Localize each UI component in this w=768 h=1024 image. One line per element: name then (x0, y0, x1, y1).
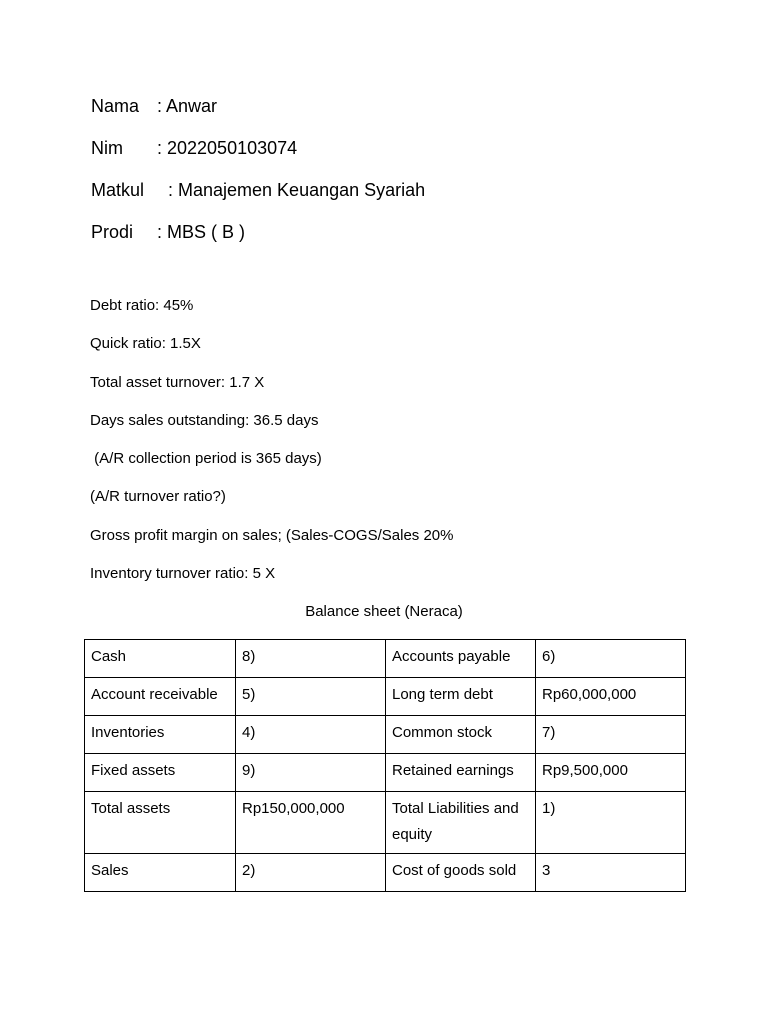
table-cell: Common stock (386, 716, 536, 754)
ratio-ar-turnover: (A/R turnover ratio?) (90, 488, 226, 506)
ratio-inventory-turnover: Inventory turnover ratio: 5 X (90, 565, 276, 583)
table-cell: Cash (85, 640, 236, 678)
matkul-label: Matkul (91, 180, 145, 200)
table-row (85, 640, 686, 678)
table-row (85, 754, 686, 792)
ratio-gross-profit-margin: Gross profit margin on sales; (Sales-COGS/Sales 20% (90, 526, 454, 544)
nim-value: : 2022050103074 (157, 138, 298, 158)
table-cell: Total Liabilities and equity (386, 792, 536, 854)
table-row (85, 792, 686, 854)
ratio-debt: Debt ratio: 45% (90, 297, 194, 314)
table-cell: 7) (536, 716, 686, 754)
prodi-label: Prodi (91, 222, 134, 242)
table-cell: Fixed assets (85, 754, 236, 792)
ratio-ar-collection-period: (A/R collection period is 365 days) (90, 450, 322, 468)
table-cell: 9) (236, 754, 386, 792)
table-row (85, 716, 686, 754)
student-info (91, 94, 691, 262)
prodi-row (91, 220, 691, 244)
nim-row (91, 136, 691, 160)
table-cell: Rp60,000,000 (536, 678, 686, 716)
table-cell: Rp150,000,000 (236, 792, 386, 854)
table-cell: 1) (536, 792, 686, 854)
nama-label: Nama (91, 96, 140, 116)
table-row (85, 854, 686, 892)
matkul-row (91, 178, 691, 202)
table-cell: 8) (236, 640, 386, 678)
nama-value: : Anwar (157, 96, 218, 116)
table-cell: Sales (85, 854, 236, 892)
table-title: Balance sheet (Neraca) (305, 603, 463, 620)
table-cell: Total assets (85, 792, 236, 854)
nim-label: Nim (91, 138, 123, 158)
ratio-list (90, 296, 710, 602)
table-row (85, 678, 686, 716)
table-cell: Inventories (85, 716, 236, 754)
ratio-days-sales-outstanding: Days sales outstanding: 36.5 days (90, 411, 319, 429)
balance-sheet-table (84, 639, 686, 892)
table-cell: Cost of goods sold (386, 854, 536, 892)
prodi-value: : MBS ( B ) (157, 222, 246, 242)
table-cell: 2) (236, 854, 386, 892)
table-cell: Rp9,500,000 (536, 754, 686, 792)
ratio-total-asset-turnover: Total asset turnover: 1.7 X (90, 373, 265, 391)
table-cell: Retained earnings (386, 754, 536, 792)
matkul-value: : Manajemen Keuangan Syariah (163, 180, 426, 200)
table-cell: 3 (536, 854, 686, 892)
table-cell: Accounts payable (386, 640, 536, 678)
ratio-quick: Quick ratio: 1.5X (90, 335, 201, 353)
table-cell: 5) (236, 678, 386, 716)
table-cell: 4) (236, 716, 386, 754)
table-cell: Account receivable (85, 678, 236, 716)
table-cell: 6) (536, 640, 686, 678)
nama-row (91, 94, 691, 118)
table-cell: Long term debt (386, 678, 536, 716)
